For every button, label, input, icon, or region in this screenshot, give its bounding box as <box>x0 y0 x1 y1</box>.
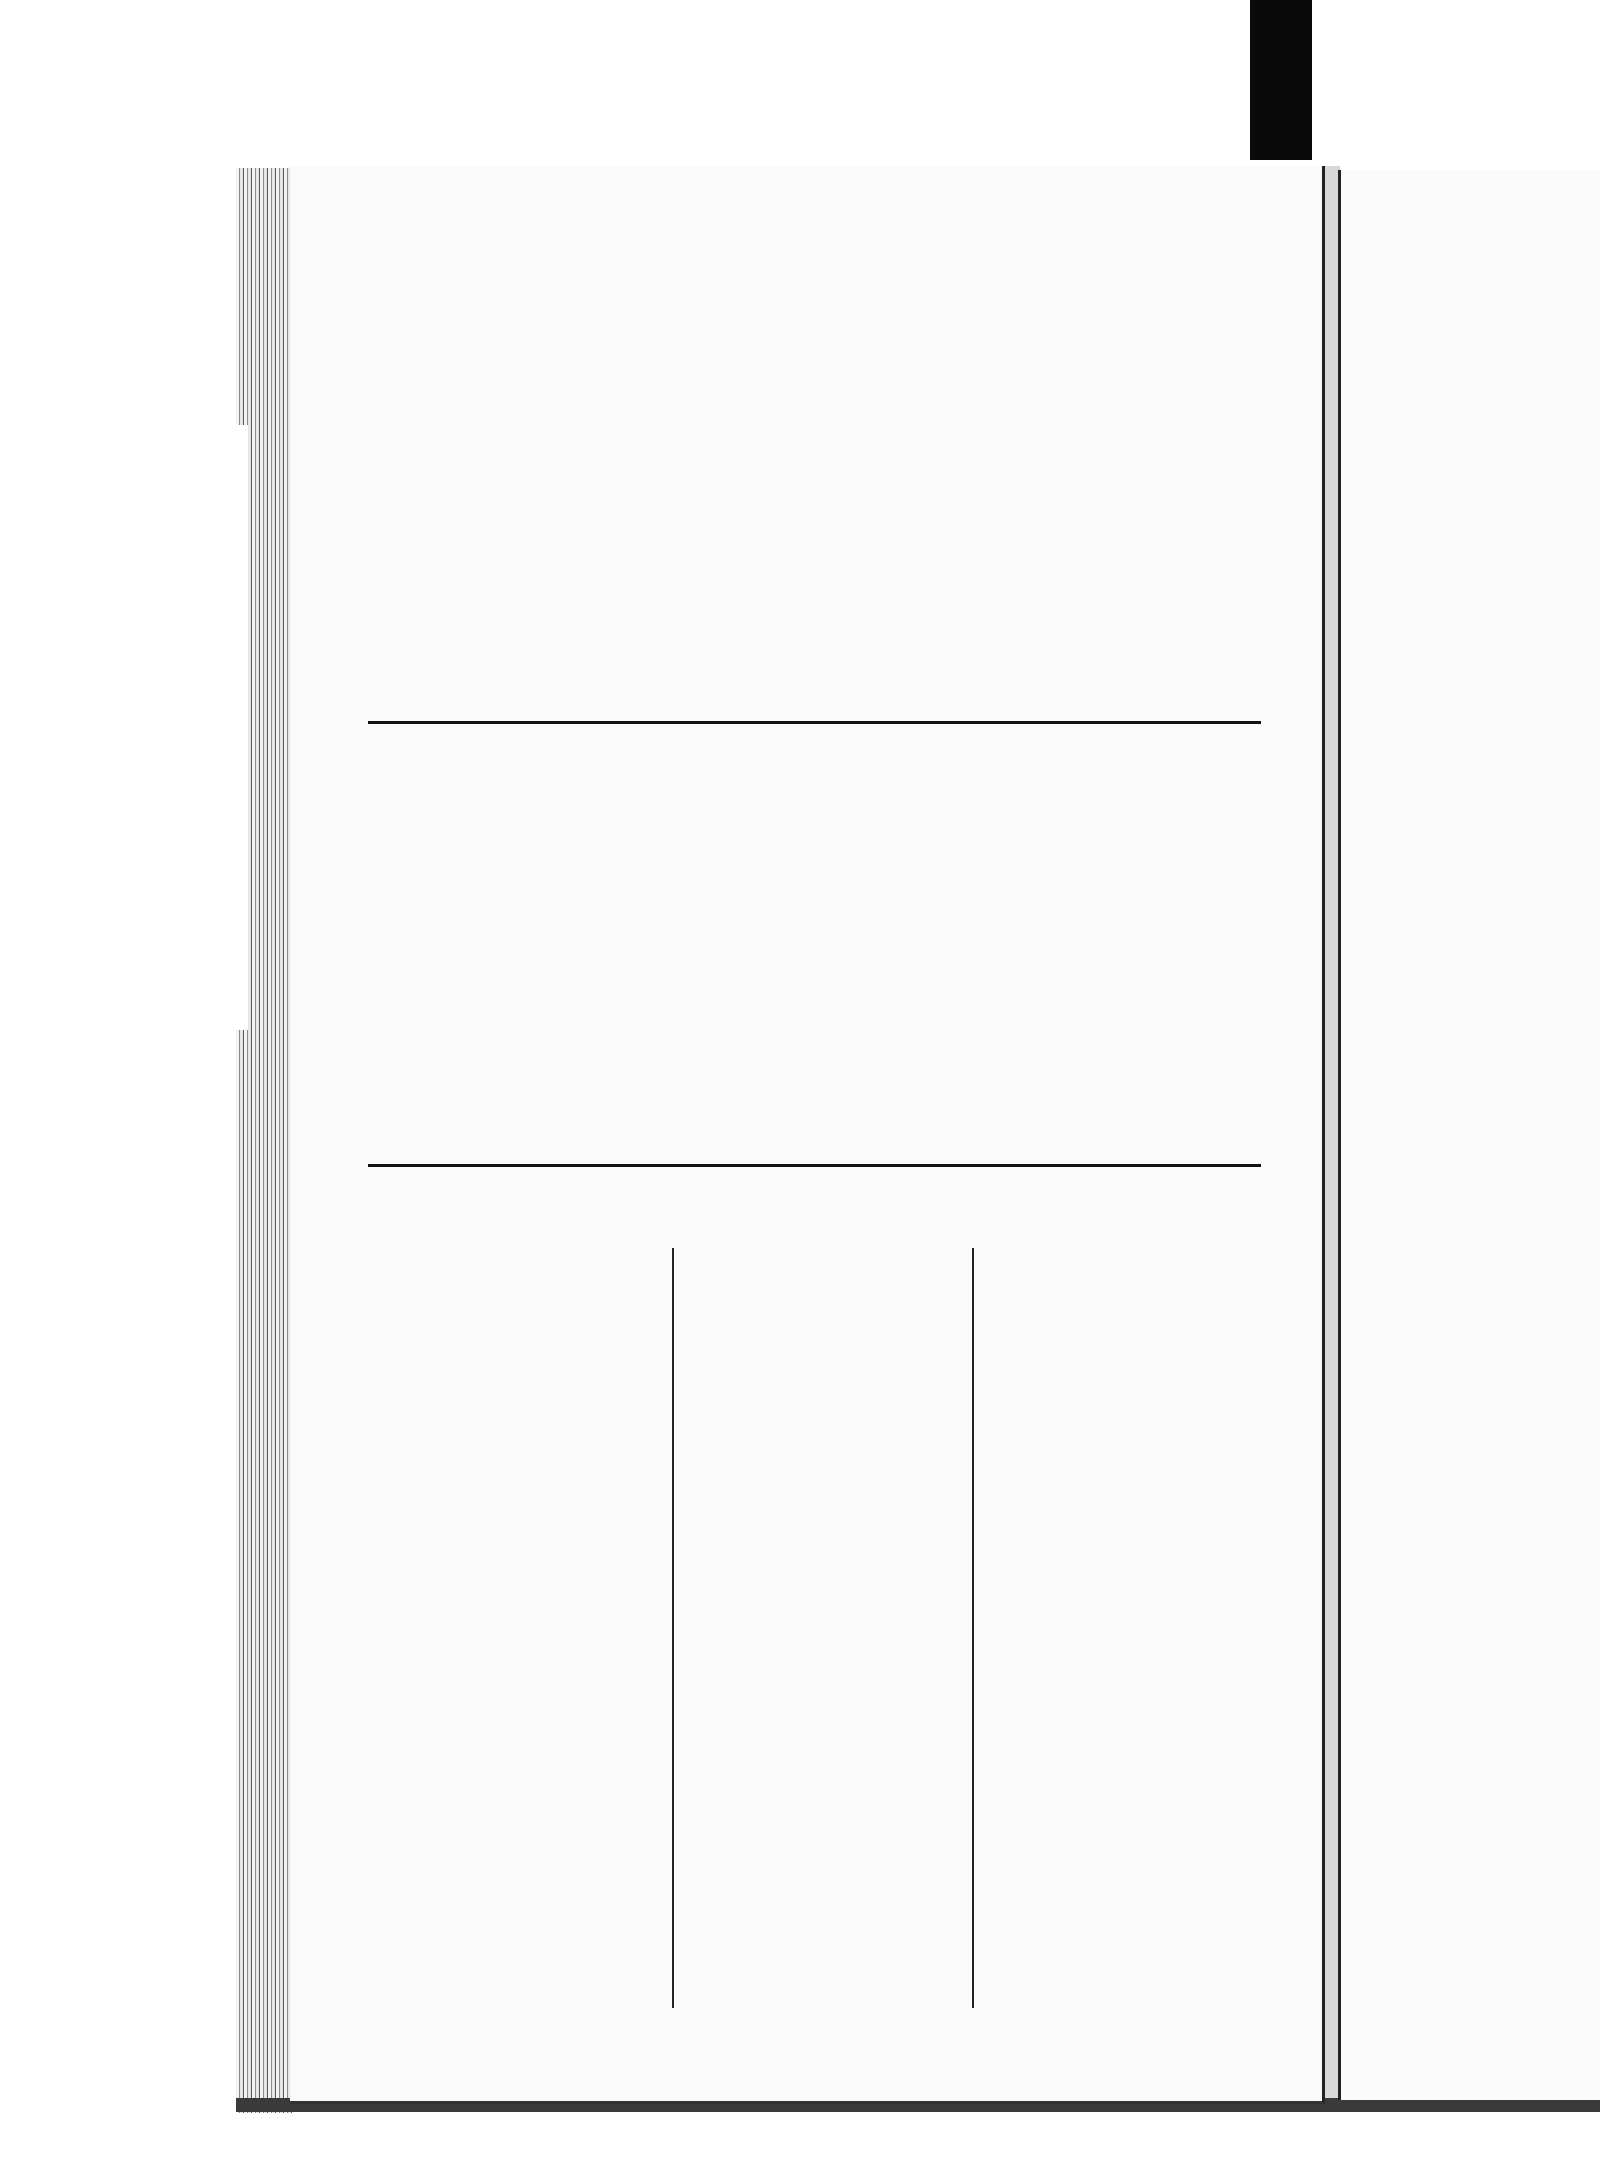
binding-strip <box>1250 0 1312 160</box>
soiled-document-label <box>108 1330 228 1920</box>
left-page <box>290 166 1325 2104</box>
bleed-through-label-text <box>98 426 248 1031</box>
section-rule <box>368 721 1261 724</box>
right-page <box>1338 170 1600 2100</box>
column-divider-2 <box>972 1248 974 2008</box>
section-rule-2 <box>368 1164 1261 1167</box>
bleed-through-label <box>98 425 248 1030</box>
soiled-document-label-text <box>108 1330 228 1920</box>
column-divider-1 <box>672 1248 674 2008</box>
